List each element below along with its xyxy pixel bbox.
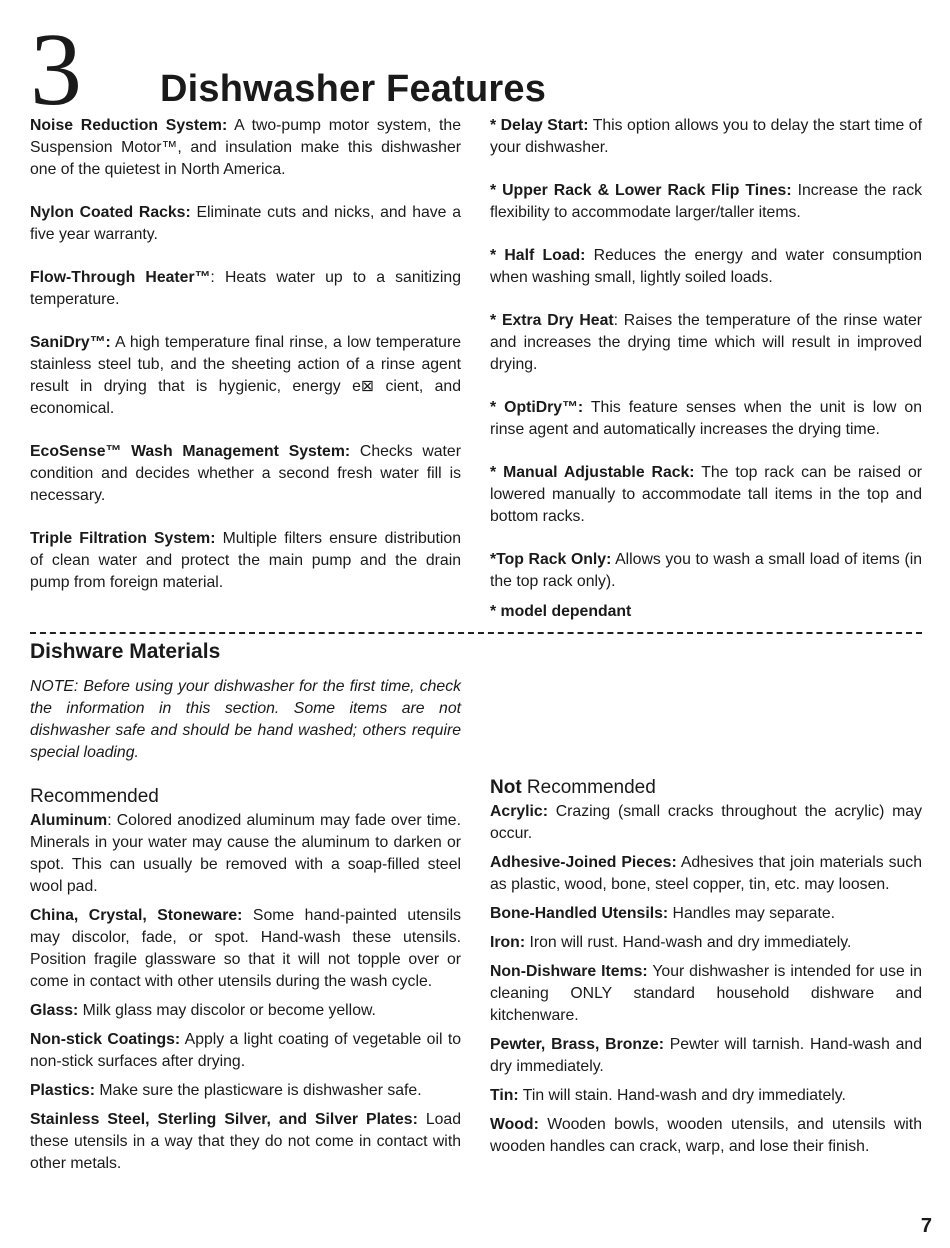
- feature-item: Nylon Coated Racks: Eliminate cuts and nicks, and have a five year warranty.: [30, 204, 461, 243]
- features-left-column: [30, 115, 461, 615]
- list-item: Non-Dishware Items: Your dishwasher is intended for use in cleaning ONLY standard household dishware and kitchenware.: [490, 963, 922, 1024]
- list-item: Stainless Steel, Sterling Silver, and Silver Plates: Load these utensils in a way that they do not come in contact with other metals.: [30, 1111, 461, 1172]
- page-title: Dishwasher Features: [160, 68, 547, 110]
- list-item: Iron: Iron will rust. Hand-wash and dry immediately.: [490, 934, 852, 951]
- feature-item: SaniDry™: A high temperature final rinse, a low temperature stainless steel tub, and the sheeting action of a rinse agent result in drying that is hygienic, energy e⊠ cient, and economical.: [30, 334, 461, 417]
- feature-item: * Extra Dry Heat: Raises the temperature of the rinse water and increases the drying time which will result in improved drying.: [490, 312, 922, 373]
- list-item: Glass: Milk glass may discolor or become yellow.: [30, 1002, 376, 1019]
- list-item: Bone-Handled Utensils: Handles may separate.: [490, 905, 836, 922]
- list-item: China, Crystal, Stoneware: Some hand-painted utensils may discolor, fade, or spot. Hand-wash these utensils. Position fragile glassware so that it will not topple over or come in contact with other utensils during the wash cycle.: [30, 907, 461, 990]
- chapter-number: 3: [30, 12, 82, 127]
- list-item: Wood: Wooden bowls, wooden utensils, and utensils with wooden handles can crack, warp, and lose their finish.: [490, 1116, 922, 1155]
- list-item: Tin: Tin will stain. Hand-wash and dry immediately.: [490, 1087, 846, 1104]
- model-note: * model dependant: [490, 603, 632, 620]
- list-item: Adhesive-Joined Pieces: Adhesives that join materials such as plastic, wood, bone, steel copper, tin, etc. may loosen.: [490, 854, 922, 893]
- materials-title: Dishware Materials: [30, 640, 221, 663]
- not-recommended-column: [490, 777, 922, 1165]
- list-item: Pewter, Brass, Bronze: Pewter will tarnish. Hand-wash and dry immediately.: [490, 1036, 922, 1075]
- list-item: Plastics: Make sure the plasticware is dishwasher safe.: [30, 1082, 422, 1099]
- feature-item: * Upper Rack & Lower Rack Flip Tines: Increase the rack flexibility to accommodate larger/taller items.: [490, 182, 922, 221]
- list-item: Non-stick Coatings: Apply a light coating of vegetable oil to non-stick surfaces after drying.: [30, 1031, 462, 1070]
- feature-item: *Top Rack Only: Allows you to wash a small load of items (in the top rack only).: [490, 551, 923, 590]
- feature-item: EcoSense™ Wash Management System: Checks water condition and decides whether a second fresh water fill is necessary.: [30, 443, 461, 504]
- not-recommended-title: Not Recommended: [490, 777, 656, 798]
- recommended-title: Recommended: [30, 786, 159, 807]
- features-right-column: [490, 115, 922, 644]
- list-item: Acrylic: Crazing (small cracks throughout the acrylic) may occur.: [490, 803, 922, 842]
- feature-item: * Delay Start: This option allows you to delay the start time of your dishwasher.: [490, 117, 922, 156]
- materials-note: NOTE: Before using your dishwasher for the first time, check the information in this section. Some items are not dishwasher safe and should be hand washed; others require special loading.: [30, 678, 461, 761]
- page-number: 7: [920, 1215, 932, 1237]
- feature-item: * Manual Adjustable Rack: The top rack can be raised or lowered manually to accommodate tall items in the top and bottom racks.: [490, 464, 922, 525]
- section-divider: [30, 632, 922, 634]
- list-item: Aluminum: Colored anodized aluminum may fade over time. Minerals in your water may cause the aluminum to darken or spot. This can usually be removed with a soap-filled steel wool pad.: [30, 812, 461, 895]
- feature-item: Noise Reduction System: A two-pump motor system, the Suspension Motor™, and insulation make this dishwasher one of the quietest in North America.: [30, 117, 461, 178]
- feature-item: * Half Load: Reduces the energy and water consumption when washing small, lightly soiled loads.: [490, 247, 922, 286]
- feature-item: * OptiDry™: This feature senses when the unit is low on rinse agent and automatically increases the drying time.: [490, 399, 922, 438]
- feature-item: Triple Filtration System: Multiple filters ensure distribution of clean water and protect the main pump and the drain pump from foreign material.: [30, 530, 461, 591]
- feature-item: Flow-Through Heater™: Heats water up to a sanitizing temperature.: [30, 269, 461, 308]
- recommended-column: [30, 786, 461, 1182]
